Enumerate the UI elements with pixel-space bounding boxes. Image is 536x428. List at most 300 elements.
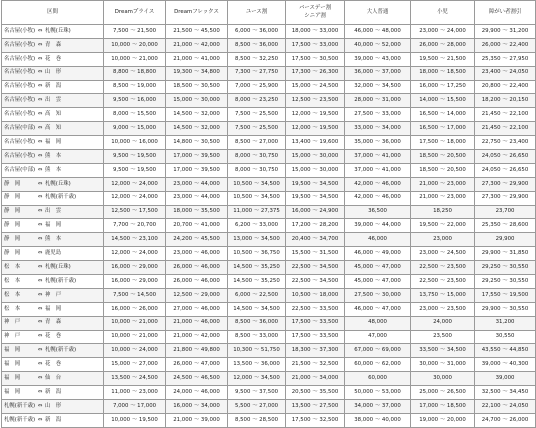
birthday-senior-cell: 17,500 ～ 33,500 [286,316,345,330]
dream-flex-cell: 14,500 ～ 32,000 [166,108,228,122]
youth-cell: 8,000 ～ 30,750 [228,150,286,164]
dream-flex-cell: 23,000 ～ 44,000 [166,177,228,191]
adult-cell: 27,500 ～ 30,000 [345,288,411,302]
adult-cell: 46,000 ～ 47,000 [345,302,411,316]
table-row [2,233,536,247]
birthday-senior-cell: 21,000 ～ 34,000 [286,372,345,386]
child-cell: 14,000 ～ 15,500 [411,94,475,108]
dream-price-cell: 8,800 ～ 18,800 [104,66,166,80]
disability-cell: 22,100 ～ 24,050 [475,400,536,414]
route-arrow: ⇔ [37,41,43,48]
route-origin: 札幌(新千歳) [4,416,36,423]
route-cell [2,94,104,108]
adult-cell: 28,000 ～ 31,000 [345,94,411,108]
dream-price-cell: 16,000 ～ 26,000 [104,302,166,316]
birthday-senior-cell: 13,400 ～ 19,600 [286,136,345,150]
adult-cell: 60,000 [345,372,411,386]
route-origin: 静 岡 [4,236,21,243]
route-arrow: ⇔ [37,263,43,270]
route-destination: 札幌(新千歳) [45,347,77,354]
disability-cell: 18,200 ～ 20,150 [475,94,536,108]
route-cell [2,247,104,261]
route-destination: 山 形 [45,69,62,76]
child-cell: 23,000 ～ 24,000 [411,25,475,39]
route-destination: 熊 本 [45,236,62,243]
youth-cell: 10,300 ～ 51,750 [228,344,286,358]
dream-flex-cell: 18,000 ～ 35,500 [166,205,228,219]
route-destination: 札幌(新千歳) [45,277,77,284]
header-adult: 大人普通 [345,1,411,25]
dream-price-cell: 16,000 ～ 29,000 [104,261,166,275]
fare-table [1,0,536,428]
table-row [2,247,536,261]
disability-cell: 23,700 [475,205,536,219]
dream-price-cell: 10,000 ～ 21,000 [104,52,166,66]
youth-cell: 7,500 ～ 25,500 [228,108,286,122]
birthday-senior-cell: 21,500 ～ 32,500 [286,358,345,372]
table-row [2,94,536,108]
table-row [2,108,536,122]
birthday-senior-cell: 18,300 ～ 37,300 [286,344,345,358]
dream-price-cell: 9,500 ～ 19,500 [104,163,166,177]
route-arrow: ⇔ [37,111,43,118]
route-origin: 松 本 [4,305,21,312]
route-cell [2,150,104,164]
birthday-senior-cell: 13,500 ～ 27,500 [286,400,345,414]
route-cell [2,122,104,136]
route-origin: 松 本 [4,263,21,270]
disability-cell: 21,450 ～ 22,100 [475,122,536,136]
birthday-senior-cell: 17,300 ～ 26,300 [286,66,345,80]
header-disability: 障がい者割引 [475,1,536,25]
youth-cell: 13,000 ～ 34,500 [228,233,286,247]
dream-price-cell: 12,000 ～ 24,000 [104,177,166,191]
child-cell: 18,250 [411,205,475,219]
route-cell [2,400,104,414]
dream-price-cell: 7,000 ～ 17,000 [104,400,166,414]
child-cell: 19,500 ～ 21,500 [411,52,475,66]
dream-price-cell: 10,000 ～ 20,000 [104,38,166,52]
route-arrow: ⇔ [37,388,43,395]
table-row [2,413,536,427]
table-row [2,219,536,233]
route-arrow: ⇔ [37,375,43,381]
route-origin: 静 岡 [4,180,21,187]
adult-cell: 36,500 [345,205,411,219]
dream-flex-cell: 27,000 ～ 46,000 [166,302,228,316]
route-destination: 花 巻 [45,361,62,368]
youth-cell: 6,200 ～ 33,000 [228,219,286,233]
route-destination: 花 巻 [45,333,62,340]
route-cell [2,302,104,316]
route-destination: 熊 本 [45,166,62,173]
dream-flex-cell: 26,000 ～ 46,000 [166,275,228,289]
route-origin: 名古屋(小牧) [4,27,36,34]
disability-cell: 29,900 [475,233,536,247]
dream-price-cell: 13,500 ～ 24,500 [104,372,166,386]
adult-cell: 46,000 ～ 49,000 [345,247,411,261]
dream-price-cell: 8,000 ～ 15,500 [104,108,166,122]
youth-cell: 12,000 ～ 34,500 [228,372,286,386]
route-cell [2,344,104,358]
route-origin: 名古屋(小牧) [4,69,36,76]
child-cell: 23,000 ～ 23,500 [411,302,475,316]
dream-flex-cell: 14,500 ～ 32,000 [166,122,228,136]
route-destination: 福 岡 [45,305,62,312]
dream-flex-cell: 24,200 ～ 45,500 [166,233,228,247]
disability-cell: 32,500 ～ 34,450 [475,386,536,400]
route-origin: 名古屋(小牧) [4,152,36,159]
route-origin: 福 岡 [4,347,21,354]
dream-price-cell: 10,000 ～ 21,000 [104,316,166,330]
disability-cell: 24,050 ～ 26,650 [475,163,536,177]
birthday-senior-cell: 22,500 ～ 33,500 [286,302,345,316]
adult-cell: 50,000 ～ 53,000 [345,386,411,400]
route-cell [2,288,104,302]
adult-cell: 45,000 ～ 47,000 [345,275,411,289]
birthday-senior-cell: 17,500 ～ 33,000 [286,38,345,52]
fare-table-body [2,25,536,428]
dream-price-cell: 12,000 ～ 24,000 [104,191,166,205]
table-row [2,261,536,275]
route-origin: 神 戸 [4,319,21,326]
child-cell: 22,500 ～ 23,500 [411,261,475,275]
dream-flex-cell: 21,000 ～ 41,000 [166,52,228,66]
route-destination: 札幌(丘珠) [45,27,71,34]
youth-cell: 8,000 ～ 30,750 [228,163,286,177]
dream-flex-cell: 18,500 ～ 30,500 [166,80,228,94]
dream-flex-cell: 16,000 ～ 34,000 [166,400,228,414]
disability-cell: 26,000 ～ 22,400 [475,38,536,52]
dream-flex-cell: 21,000 ～ 39,000 [166,413,228,427]
route-origin: 静 岡 [4,249,21,256]
dream-price-cell: 11,000 ～ 23,000 [104,386,166,400]
route-cell [2,219,104,233]
route-cell [2,80,104,94]
disability-cell: 30,550 [475,330,536,344]
disability-cell: 31,200 [475,316,536,330]
disability-cell: 29,250 ～ 30,550 [475,275,536,289]
adult-cell: 33,000 ～ 34,000 [345,122,411,136]
youth-cell: 6,000 ～ 22,500 [228,288,286,302]
dream-price-cell: 7,500 ～ 14,500 [104,288,166,302]
route-destination: 熊 本 [45,152,62,159]
route-cell [2,275,104,289]
disability-cell: 29,900 ～ 31,850 [475,247,536,261]
route-cell [2,177,104,191]
youth-cell: 14,500 ～ 34,500 [228,302,286,316]
route-destination: 福 岡 [45,138,62,145]
disability-cell: 43,550 ～ 44,850 [475,344,536,358]
route-origin: 福 岡 [4,361,21,368]
adult-cell: 38,000 ～ 40,000 [345,413,411,427]
adult-cell: 39,000 ～ 43,000 [345,52,411,66]
table-row [2,205,536,219]
route-arrow: ⇔ [37,277,43,284]
route-destination: 神 戸 [45,291,62,298]
dream-flex-cell: 14,800 ～ 30,500 [166,136,228,150]
adult-cell: 35,000 ～ 36,000 [345,136,411,150]
child-cell: 26,000 ～ 28,000 [411,38,475,52]
dream-price-cell: 14,500 ～ 23,100 [104,233,166,247]
youth-cell: 8,500 ～ 32,250 [228,52,286,66]
route-destination: 青 森 [45,41,62,48]
disability-cell: 25,350 ～ 28,600 [475,219,536,233]
child-cell: 18,000 ～ 18,500 [411,66,475,80]
child-cell: 19,000 ～ 20,000 [411,413,475,427]
route-origin: 静 岡 [4,208,21,215]
dream-flex-cell: 24,000 ～ 46,000 [166,386,228,400]
route-destination: 札幌(丘珠) [45,180,71,187]
dream-price-cell: 9,000 ～ 15,000 [104,122,166,136]
youth-cell: 8,500 ～ 36,000 [228,316,286,330]
route-cell [2,52,104,66]
route-cell [2,163,104,177]
birthday-senior-cell: 19,500 ～ 34,500 [286,177,345,191]
route-destination: 高 知 [45,124,62,131]
route-arrow: ⇔ [37,124,43,131]
child-cell: 21,000 ～ 23,000 [411,191,475,205]
route-arrow: ⇔ [37,236,43,243]
route-arrow: ⇔ [37,194,43,201]
birthday-senior-cell: 17,500 ～ 33,500 [286,330,345,344]
dream-flex-cell: 21,000 ～ 46,000 [166,316,228,330]
table-row [2,344,536,358]
route-origin: 名古屋(小牧) [4,97,36,104]
youth-cell: 8,000 ～ 23,250 [228,94,286,108]
table-row [2,66,536,80]
dream-price-cell: 12,500 ～ 17,500 [104,205,166,219]
route-cell [2,330,104,344]
route-destination: 高 知 [45,111,62,118]
route-destination: 青 森 [45,319,62,326]
dream-price-cell: 8,500 ～ 19,000 [104,80,166,94]
birthday-senior-cell: 17,500 ～ 32,500 [286,413,345,427]
birthday-senior-cell: 12,000 ～ 19,500 [286,108,345,122]
route-arrow: ⇔ [37,361,43,368]
adult-cell: 42,000 ～ 46,000 [345,191,411,205]
route-origin: 松 本 [4,291,21,298]
birthday-senior-cell: 17,500 ～ 30,500 [286,52,345,66]
route-destination: 新 潟 [45,416,62,423]
adult-cell: 39,000 ～ 44,000 [345,219,411,233]
dream-flex-cell: 12,500 ～ 29,000 [166,288,228,302]
disability-cell: 24,700 ～ 26,000 [475,413,536,427]
route-arrow: ⇔ [37,402,43,409]
birthday-senior-cell: 10,500 ～ 18,000 [286,288,345,302]
disability-cell: 29,900 ～ 30,550 [475,302,536,316]
route-destination: 出 雲 [45,208,62,215]
route-arrow: ⇔ [37,249,43,256]
dream-price-cell: 10,000 ～ 16,000 [104,136,166,150]
dream-price-cell: 10,000 ～ 21,000 [104,330,166,344]
route-cell [2,66,104,80]
header-child: 小児 [411,1,475,25]
dream-price-cell: 7,700 ～ 20,700 [104,219,166,233]
route-arrow: ⇔ [37,291,43,298]
youth-cell: 9,500 ～ 37,500 [228,386,286,400]
table-row [2,136,536,150]
disability-cell: 21,450 ～ 22,100 [475,108,536,122]
route-origin: 静 岡 [4,194,21,201]
route-arrow: ⇔ [37,69,43,76]
child-cell: 21,000 ～ 23,000 [411,177,475,191]
route-cell [2,261,104,275]
header-row [2,1,536,25]
route-destination: 札幌(丘珠) [45,263,71,270]
birthday-senior-cell: 12,000 ～ 19,500 [286,122,345,136]
dream-flex-cell: 21,000 ～ 42,000 [166,38,228,52]
child-cell: 16,500 ～ 14,000 [411,108,475,122]
route-arrow: ⇔ [37,416,43,423]
disability-cell: 20,800 ～ 22,400 [475,80,536,94]
route-cell [2,38,104,52]
birthday-senior-cell: 17,200 ～ 28,200 [286,219,345,233]
disability-cell: 39,000 ～ 40,300 [475,358,536,372]
route-destination: 新 潟 [45,83,62,90]
child-cell: 18,500 ～ 20,500 [411,163,475,177]
child-cell: 16,000 ～ 17,250 [411,80,475,94]
table-row [2,122,536,136]
birthday-senior-cell: 20,500 ～ 35,500 [286,386,345,400]
route-cell [2,233,104,247]
table-row [2,275,536,289]
birthday-senior-cell: 15,000 ～ 30,000 [286,150,345,164]
route-origin: 名古屋(中部) [4,166,36,173]
dream-flex-cell: 21,800 ～ 49,800 [166,344,228,358]
table-row [2,38,536,52]
adult-cell: 45,000 ～ 47,000 [345,261,411,275]
disability-cell: 22,750 ～ 23,400 [475,136,536,150]
dream-price-cell: 9,500 ～ 19,500 [104,150,166,164]
dream-flex-cell: 24,500 ～ 46,500 [166,372,228,386]
table-row [2,52,536,66]
table-row [2,302,536,316]
child-cell: 13,750 ～ 15,000 [411,288,475,302]
route-origin: 名古屋(小牧) [4,83,36,90]
youth-cell: 10,500 ～ 34,500 [228,191,286,205]
adult-cell: 32,000 ～ 34,500 [345,80,411,94]
route-cell [2,136,104,150]
dream-flex-cell: 19,300 ～ 34,800 [166,66,228,80]
youth-cell: 8,500 ～ 27,000 [228,136,286,150]
dream-price-cell: 10,000 ～ 19,500 [104,413,166,427]
adult-cell: 67,000 ～ 69,000 [345,344,411,358]
table-row [2,358,536,372]
route-destination: 仙 台 [45,375,62,381]
route-origin: 名古屋(小牧) [4,111,36,118]
route-cell [2,25,104,39]
birthday-senior-cell: 20,400 ～ 34,700 [286,233,345,247]
child-cell: 16,500 ～ 17,000 [411,122,475,136]
route-arrow: ⇔ [37,208,43,215]
route-origin: 福 岡 [4,375,21,381]
header-dream-price: Dreamプライス [104,1,166,25]
adult-cell: 46,000 ～ 48,000 [345,25,411,39]
route-cell [2,205,104,219]
table-row [2,150,536,164]
youth-cell: 8,500 ～ 33,000 [228,330,286,344]
dream-price-cell: 16,000 ～ 29,000 [104,275,166,289]
youth-cell: 11,000 ～ 27,375 [228,205,286,219]
child-cell: 17,000 ～ 18,500 [411,400,475,414]
dream-flex-cell: 23,000 ～ 44,000 [166,191,228,205]
route-destination: 福 岡 [45,222,62,229]
dream-flex-cell: 15,000 ～ 30,000 [166,94,228,108]
header-birthday-senior: バースデー割 シニア割 [286,1,345,25]
child-cell: 17,500 ～ 18,000 [411,136,475,150]
birthday-senior-cell: 18,000 ～ 33,000 [286,25,345,39]
disability-cell: 25,350 ～ 27,950 [475,52,536,66]
route-cell [2,386,104,400]
child-cell: 23,500 [411,330,475,344]
route-arrow: ⇔ [37,333,43,340]
disability-cell: 27,300 ～ 29,900 [475,191,536,205]
disability-cell: 27,300 ～ 29,900 [475,177,536,191]
dream-price-cell: 7,500 ～ 21,500 [104,25,166,39]
route-origin: 名古屋(小牧) [4,138,36,145]
birthday-senior-cell: 22,500 ～ 34,500 [286,275,345,289]
youth-cell: 14,500 ～ 35,250 [228,261,286,275]
disability-cell: 39,000 [475,372,536,386]
route-origin: 福 岡 [4,388,21,395]
route-cell [2,372,104,386]
route-destination: 出 雲 [45,97,62,104]
birthday-senior-cell: 19,500 ～ 34,500 [286,191,345,205]
disability-cell: 23,400 ～ 24,050 [475,66,536,80]
route-arrow: ⇔ [37,180,43,187]
adult-cell: 27,500 ～ 33,000 [345,108,411,122]
birthday-senior-cell: 12,500 ～ 23,500 [286,94,345,108]
youth-cell: 5,500 ～ 27,000 [228,400,286,414]
child-cell: 30,000 ～ 31,000 [411,358,475,372]
route-origin: 札幌(新千歳) [4,402,36,409]
table-row [2,330,536,344]
adult-cell: 40,000 ～ 52,000 [345,38,411,52]
dream-flex-cell: 26,000 ～ 46,000 [166,261,228,275]
youth-cell: 13,500 ～ 36,000 [228,358,286,372]
route-cell [2,413,104,427]
adult-cell: 37,000 ～ 41,000 [345,150,411,164]
adult-cell: 34,000 ～ 37,000 [345,400,411,414]
route-cell [2,191,104,205]
route-arrow: ⇔ [37,138,43,145]
table-row [2,386,536,400]
route-arrow: ⇔ [37,166,43,173]
dream-price-cell: 12,000 ～ 24,000 [104,247,166,261]
youth-cell: 6,000 ～ 36,000 [228,25,286,39]
route-origin: 静 岡 [4,222,21,229]
dream-price-cell: 15,000 ～ 27,000 [104,358,166,372]
adult-cell: 47,000 [345,330,411,344]
route-arrow: ⇔ [37,152,43,159]
route-origin: 名古屋(中部) [4,124,36,131]
route-arrow: ⇔ [37,222,43,229]
disability-cell: 17,550 ～ 19,500 [475,288,536,302]
child-cell: 25,000 ～ 26,500 [411,386,475,400]
dream-flex-cell: 17,000 ～ 39,500 [166,163,228,177]
youth-cell: 14,500 ～ 35,250 [228,275,286,289]
adult-cell: 48,000 [345,316,411,330]
youth-cell: 7,000 ～ 25,900 [228,80,286,94]
disability-cell: 29,250 ～ 30,550 [475,261,536,275]
dream-flex-cell: 21,000 ～ 42,000 [166,330,228,344]
route-origin: 松 本 [4,277,21,284]
route-arrow: ⇔ [37,319,43,326]
dream-flex-cell: 20,700 ～ 41,000 [166,219,228,233]
birthday-senior-cell: 15,000 ～ 30,000 [286,163,345,177]
header-dream-flex: Dreamフレックス [166,1,228,25]
